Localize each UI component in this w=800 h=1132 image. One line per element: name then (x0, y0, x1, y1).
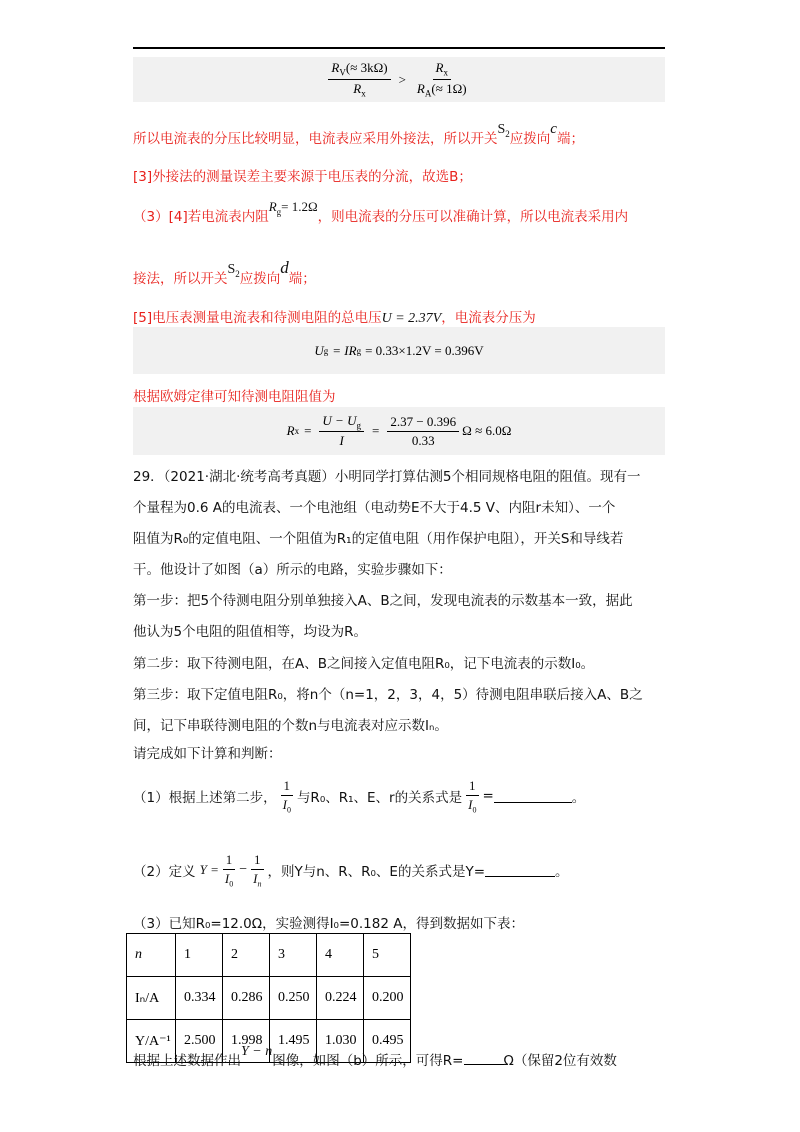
table-cell: 0.334 (176, 977, 223, 1020)
table-cell: 4 (317, 934, 364, 977)
fraction-rv-rx: $\frac{R_V(\approx 3k\Omega)}{R_x}$ (328, 60, 390, 98)
table-cell: 0.286 (223, 977, 270, 1020)
sub-question-1: （1）根据上述第二步， $\frac{1}{I_0}$ 与R₀、R₁、E、r的关系式是 $\frac{1}{I_0}$ = 。 (133, 777, 586, 815)
solution-line-2: [3]外接法的测量误差主要来源于电压表的分流，故选B； (133, 169, 472, 185)
table-row (127, 977, 411, 1020)
answer-blank-3[interactable] (464, 1052, 504, 1065)
answer-blank-2[interactable] (485, 864, 555, 877)
table-cell: 0.250 (270, 977, 317, 1020)
sub-question-2: （2）定义 Y = $\frac{1}{I_0}$ − $\frac{1}{I_n}$ ，则Y与n、R、R₀、E的关系式是Y= 。 (133, 851, 569, 889)
solution-line-4: 接法，所以开关$S_2$应拨向d端； (133, 258, 316, 287)
formula-comparison: $\frac{R_V(\approx 3k\Omega)}{R_x}$ > $\frac{R_x}{R_A(\approx 1\Omega)}$ (133, 57, 665, 102)
solution-line-3: （3）[4]若电流表内阻$R_g= 1.2\Omega$，则电流表的分压可以准确计算，所以电流表采用内 (133, 199, 629, 225)
question-paragraph-2: 个量程为0.6 A的电流表、一个电池组（电动势E不大于4.5 V、内阻r未知）、一个 (133, 500, 616, 516)
question-paragraph-10: 请完成如下计算和判断： (133, 746, 282, 762)
sub-question-3: （3）已知R₀=12.0Ω，实验测得I₀=0.182 A，得到数据如下表： (133, 916, 524, 932)
table-cell: 0.200 (364, 977, 411, 1020)
solution-line-5: [5]电压表测量电流表和待测电阻的总电压U = 2.37V，电流表分压为 (133, 310, 536, 326)
question-paragraph-9: 间，记下串联待测电阻的个数n与电流表对应示数Iₙ。 (133, 718, 448, 734)
table-cell: 2 (223, 934, 270, 977)
formula-ug: U g = IR g = 0.33×1.2V = 0.396V (133, 327, 665, 374)
fraction-u-ug-over-i: $\frac{U - U_g}{I}$ (319, 413, 364, 450)
table-cell: Y/A⁻¹ (127, 1020, 176, 1063)
fraction-rx-ra: $\frac{R_x}{R_A(\approx 1\Omega)}$ (416, 60, 467, 99)
table-cell: 2.500 (176, 1020, 223, 1063)
question-paragraph-7: 第二步：取下待测电阻，在A、B之间接入定值电阻R₀，记下电流表的示数I₀。 (133, 656, 595, 672)
table-cell: 1.998 (223, 1020, 270, 1063)
formula-rx: R x = $\frac{U - U_g}{I}$ = $\frac{2.37 - 0.396}{0.33}$ Ω ≈ 6.0Ω (133, 407, 665, 455)
question-paragraph-4: 干。他设计了如图（a）所示的电路，实验步骤如下： (133, 562, 452, 578)
table-cell: 1.495 (270, 1020, 317, 1063)
question-paragraph-1: 29．（2021·湖北·统考高考真题）小明同学打算估测5个相同规格电阻的阻值。现有一 (133, 469, 641, 485)
question-paragraph-5: 第一步：把5个待测电阻分别单独接入A、B之间，发现电流表的示数基本一致，据此 (133, 593, 633, 609)
question-paragraph-6: 他认为5个电阻的阻值相等，均设为R。 (133, 624, 367, 640)
answer-blank-1[interactable] (494, 790, 572, 803)
solution-line-6: 根据欧姆定律可知待测电阻阻值为 (133, 389, 336, 405)
question-paragraph-3: 阻值为R₀的定值电阻、一个阻值为R₁的定值电阻（用作保护电阻），开关S和导线若 (133, 531, 624, 547)
fraction-1-over-i0-answer: $\frac{1}{I_0}$ (465, 778, 479, 815)
table-cell: 5 (364, 934, 411, 977)
question-paragraph-8: 第三步：取下定值电阻R₀，将n个（n=1，2，3，4，5）待测电阻串联后接入A、B之 (133, 687, 643, 703)
fraction-1-over-i0-def: $\frac{1}{I_0}$ (222, 852, 236, 889)
table-cell: Iₙ/A (127, 977, 176, 1020)
top-rule (133, 47, 665, 49)
table-cell: 3 (270, 934, 317, 977)
table-header-row (127, 934, 411, 977)
table-cell: 0.495 (364, 1020, 411, 1063)
fraction-1-over-in: $\frac{1}{I_n}$ (250, 852, 264, 889)
table-cell: 1 (176, 934, 223, 977)
table-cell: n (127, 934, 176, 977)
fraction-1-over-i0: $\frac{1}{I_0}$ (280, 778, 294, 815)
table-cell: 0.224 (317, 977, 364, 1020)
table-cell: 1.030 (317, 1020, 364, 1063)
final-line: 根据上述数据作出Y − n图像，如图（b）所示，可得R= Ω（保留2位有效数 (133, 1044, 617, 1069)
solution-line-1: 所以电流表的分压比较明显，电流表应采用外接法，所以开关$S_2$应拨向c端； (133, 121, 584, 147)
fraction-numeric: $\frac{2.37 - 0.396}{0.33}$ (387, 414, 459, 449)
